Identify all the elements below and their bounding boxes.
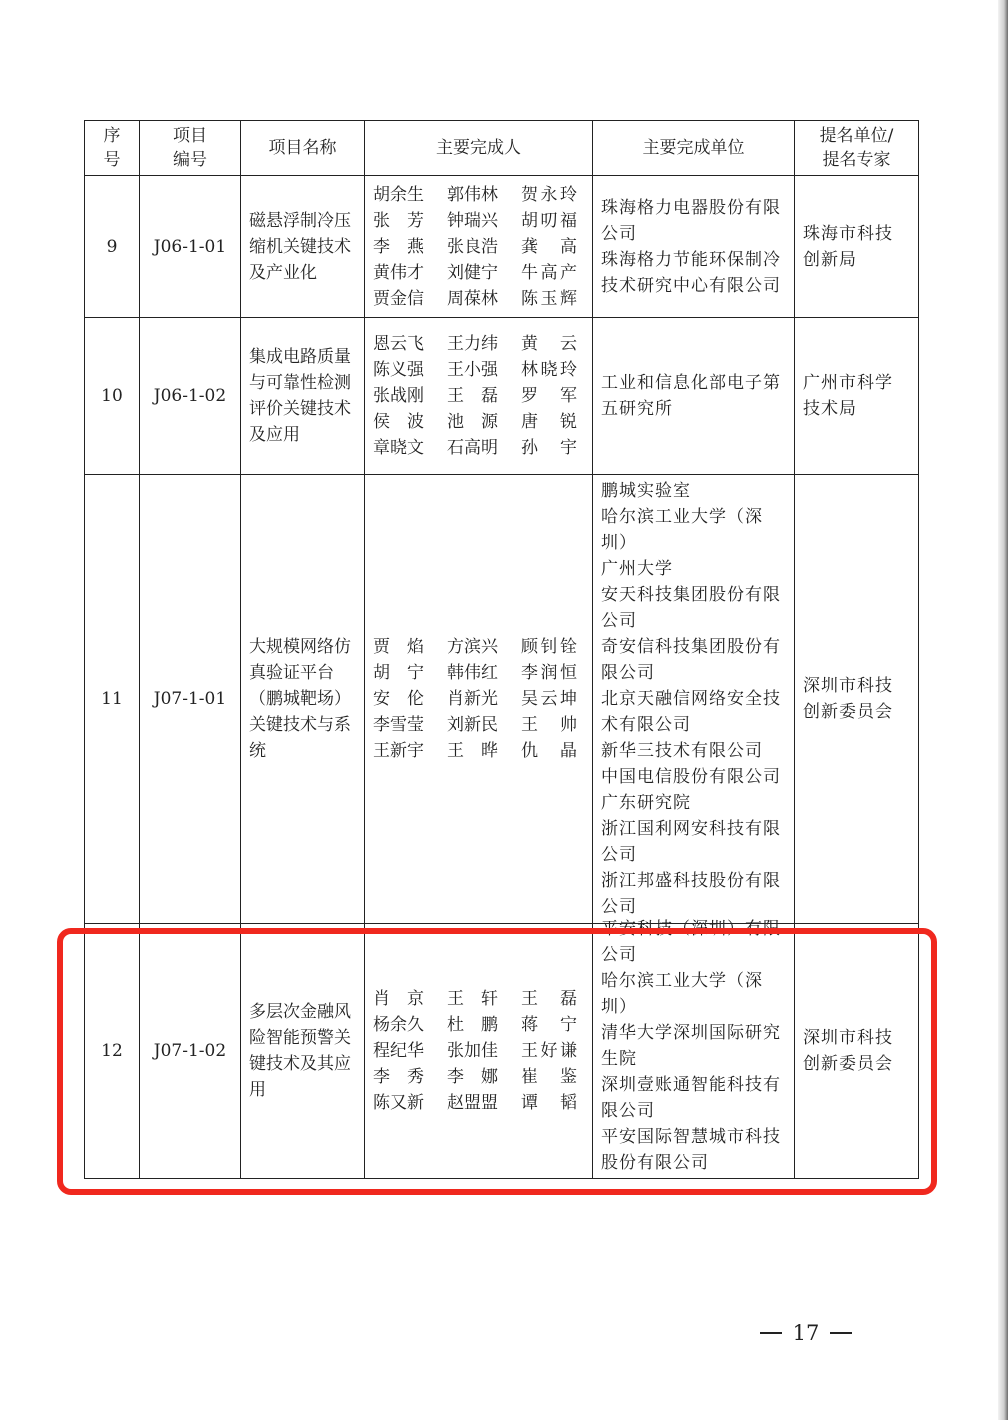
cell-people <box>365 475 593 924</box>
person-name: 崔 鉴 <box>521 1067 577 1087</box>
person-name: 恩云飞 <box>373 334 424 354</box>
unit-name: 中国电信股份有限公司广东研究院 <box>601 767 781 813</box>
unit-name: 新华三技术有限公司 <box>601 741 763 761</box>
cell-seq: 10 <box>85 318 140 475</box>
person-name: 黄伟才 <box>373 262 424 283</box>
person-name: 侯 波 <box>373 412 424 432</box>
page-number-dash-right <box>830 1332 852 1334</box>
header-row <box>85 121 919 176</box>
person-name: 陈玉辉 <box>521 288 577 309</box>
person-name: 王 晔 <box>447 741 498 761</box>
cell-people <box>365 318 593 475</box>
cell-nominator: 深圳市科技创新委员会 <box>795 924 919 1179</box>
cell-code: J06-1-02 <box>140 318 241 475</box>
person-name: 池 源 <box>447 412 498 432</box>
person-name: 贺永玲 <box>521 184 577 205</box>
unit-name: 浙江国利网安科技有限公司 <box>601 819 781 865</box>
unit-name: 哈尔滨工业大学（深圳） <box>601 507 763 553</box>
cell-project-name: 大规模网络仿真验证平台（鹏城靶场）关键技术与系统 <box>241 475 365 924</box>
unit-name: 广州大学 <box>601 559 673 579</box>
person-name: 胡余生 <box>373 184 424 205</box>
cell-nominator: 深圳市科技创新委员会 <box>795 475 919 924</box>
cell-units <box>593 475 795 924</box>
page-number-dash-left <box>760 1332 782 1334</box>
person-name: 龚 高 <box>521 236 577 257</box>
person-name: 王 磊 <box>521 989 577 1009</box>
cell-seq: 11 <box>85 475 140 924</box>
person-name: 杜 鹏 <box>447 1015 498 1035</box>
person-name: 程纪华 <box>373 1041 424 1061</box>
person-name: 李 燕 <box>373 236 424 257</box>
cell-units <box>593 318 795 475</box>
person-name: 赵盟盟 <box>447 1093 498 1113</box>
person-name: 石高明 <box>447 438 498 458</box>
unit-name: 珠海格力节能环保制冷技术研究中心有限公司 <box>601 249 781 296</box>
person-name: 陈义强 <box>373 360 424 380</box>
page-edge-shadow <box>998 0 1008 1420</box>
page-number <box>760 1318 852 1348</box>
header-name: 项目名称 <box>241 121 365 176</box>
cell-code: J07-1-01 <box>140 475 241 924</box>
cell-nominator: 广州市科学技术局 <box>795 318 919 475</box>
person-name: 仇 晶 <box>521 741 577 761</box>
unit-name: 清华大学深圳国际研究生院 <box>601 1023 781 1069</box>
header-units: 主要完成单位 <box>593 121 795 176</box>
person-name: 张良浩 <box>447 236 498 257</box>
cell-code: J06-1-01 <box>140 176 241 318</box>
person-name: 王力纬 <box>447 334 498 354</box>
unit-name: 鹏城实验室 <box>601 481 691 501</box>
cell-project-name: 磁悬浮制冷压缩机关键技术及产业化 <box>241 176 365 318</box>
person-name: 顾钊铨 <box>521 637 577 657</box>
person-name: 贾 焰 <box>373 637 424 657</box>
cell-units <box>593 176 795 318</box>
header-people: 主要完成人 <box>365 121 593 176</box>
unit-name: 深圳壹账通智能科技有限公司 <box>601 1075 781 1121</box>
cell-code: J07-1-02 <box>140 924 241 1179</box>
person-name: 周葆林 <box>447 288 498 309</box>
person-name: 王新宇 <box>373 741 424 761</box>
person-name: 郭伟林 <box>447 184 498 205</box>
person-name: 王 帅 <box>521 715 577 735</box>
unit-name: 珠海格力电器股份有限公司 <box>601 197 781 244</box>
person-name: 安 伦 <box>373 689 424 709</box>
cell-project-name: 集成电路质量与可靠性检测评价关键技术及应用 <box>241 318 365 475</box>
person-name: 罗 军 <box>521 386 577 406</box>
person-name: 王小强 <box>447 360 498 380</box>
person-name: 王 轩 <box>447 989 498 1009</box>
unit-name: 平安国际智慧城市科技股份有限公司 <box>601 1127 781 1173</box>
person-name: 李 娜 <box>447 1067 498 1087</box>
person-name: 吴云坤 <box>521 689 577 709</box>
person-name: 韩伟红 <box>447 663 498 683</box>
table-row <box>85 475 919 924</box>
person-name: 李雪莹 <box>373 715 424 735</box>
cell-seq: 12 <box>85 924 140 1179</box>
unit-name: 平安科技（深圳）有限公司 <box>601 919 781 965</box>
person-name: 胡叨福 <box>521 210 577 231</box>
person-name: 刘新民 <box>447 715 498 735</box>
person-name: 肖 京 <box>373 989 424 1009</box>
person-name: 胡 宁 <box>373 663 424 683</box>
cell-seq: 9 <box>85 176 140 318</box>
page-number-value: 17 <box>792 1321 820 1345</box>
person-name: 王好谦 <box>521 1041 577 1061</box>
person-name: 王 磊 <box>447 386 498 406</box>
header-nominator: 提名单位/ 提名专家 <box>795 121 919 176</box>
person-name: 张加佳 <box>447 1041 498 1061</box>
highlight-box <box>57 928 937 1195</box>
person-name: 章晓文 <box>373 438 424 458</box>
person-name: 张战刚 <box>373 386 424 406</box>
person-name: 陈又新 <box>373 1093 424 1113</box>
cell-nominator: 珠海市科技创新局 <box>795 176 919 318</box>
unit-name: 安天科技集团股份有限公司 <box>601 585 781 631</box>
table-row <box>85 318 919 475</box>
person-name: 钟瑞兴 <box>447 210 498 231</box>
unit-name: 奇安信科技集团股份有限公司 <box>601 637 781 683</box>
person-name: 蒋 宁 <box>521 1015 577 1035</box>
unit-name: 哈尔滨工业大学（深圳） <box>601 971 763 1017</box>
header-code: 项目 编号 <box>140 121 241 176</box>
person-name: 李 秀 <box>373 1067 424 1087</box>
person-name: 张 芳 <box>373 210 424 231</box>
unit-name: 工业和信息化部电子第五研究所 <box>601 373 781 419</box>
person-name: 贾金信 <box>373 288 424 309</box>
person-name: 刘健宁 <box>447 262 498 283</box>
person-name: 唐 锐 <box>521 412 577 432</box>
cell-people <box>365 176 593 318</box>
table-row <box>85 176 919 318</box>
unit-name: 浙江邦盛科技股份有限公司 <box>601 871 781 917</box>
unit-name: 北京天融信网络安全技术有限公司 <box>601 689 781 735</box>
person-name: 林晓玲 <box>521 360 577 380</box>
cell-project-name: 多层次金融风险智能预警关键技术及其应用 <box>241 924 365 1179</box>
person-name: 李润恒 <box>521 663 577 683</box>
person-name: 黄 云 <box>521 334 577 354</box>
person-name: 牛高产 <box>521 262 577 283</box>
person-name: 杨余久 <box>373 1015 424 1035</box>
person-name: 谭 韬 <box>521 1093 577 1113</box>
header-seq: 序 号 <box>85 121 140 176</box>
person-name: 肖新光 <box>447 689 498 709</box>
person-name: 孙 宇 <box>521 438 577 458</box>
person-name: 方滨兴 <box>447 637 498 657</box>
